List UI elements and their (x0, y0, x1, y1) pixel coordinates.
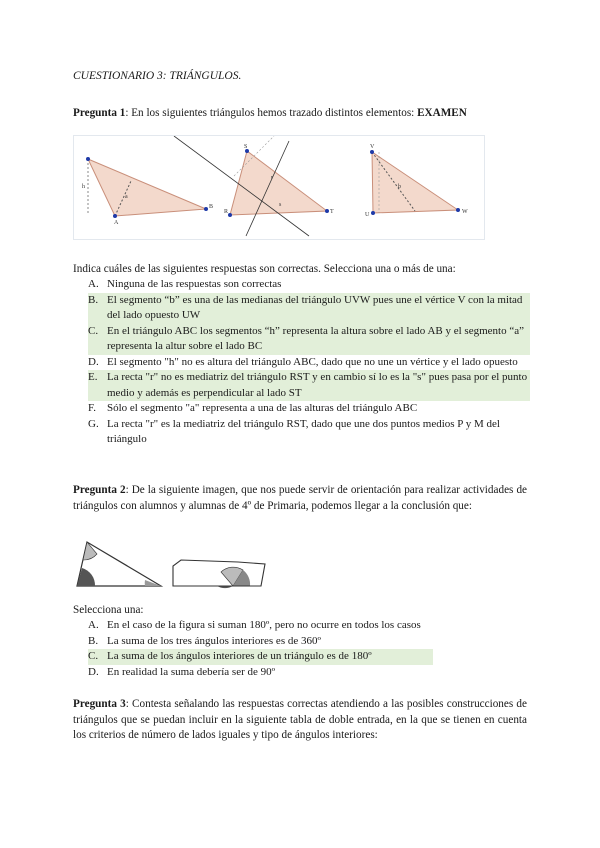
triangles-diagram (74, 136, 484, 239)
triangle-uvw (372, 152, 458, 213)
question-1-text: : En los siguientes triángulos hemos trazado distintos elementos: (125, 107, 418, 119)
question-1-label: Pregunta 1 (73, 107, 126, 119)
q1-option-f[interactable] (88, 401, 530, 417)
q1-option-b[interactable] (88, 293, 530, 324)
angles-figure (73, 538, 268, 593)
angle-top (83, 542, 97, 560)
option-text: Ninguna de las respuestas son correctas (107, 278, 282, 290)
label-t-vertex: T (330, 209, 334, 215)
q2-option-b[interactable] (88, 634, 530, 650)
option-letter: D. (88, 665, 99, 678)
triangle-abc (88, 159, 206, 216)
option-text: En el caso de la figura si suman 180º, pero no ocurre en todos los casos (107, 619, 421, 631)
label-line-r: r (271, 175, 273, 181)
page-title: CUESTIONARIO 3: TRIÁNGULOS. (73, 70, 242, 82)
point-t (325, 209, 329, 213)
question-2-instruction: Selecciona una: (73, 604, 144, 616)
option-text: En realidad la suma debería ser de 90º (107, 665, 276, 678)
point-c (86, 157, 90, 161)
option-text: La recta "r" no es mediatriz del triángulo RST y en cambio sí lo es la "s" pues pasa por el punto medio y además es perpendicular al lado ST (107, 371, 528, 399)
label-w-vertex: W (462, 209, 468, 215)
label-a: a (125, 194, 128, 200)
option-text: El segmento "h" no es altura del triángulo ABC, dado que no une un vértice y el lado opuesto (107, 355, 518, 368)
label-b: b (398, 184, 401, 190)
question-2-options (88, 618, 530, 680)
option-letter: B. (88, 293, 99, 306)
label-b-vertex: B (209, 204, 214, 210)
option-letter: F. (88, 402, 96, 414)
question-1-instruction: Indica cuáles de las siguientes respuestas son correctas. Selecciona una o más de una: (73, 263, 456, 275)
option-text: La suma de los tres ángulos interiores es de 360º (107, 634, 321, 647)
question-3-label: Pregunta 3 (73, 698, 126, 710)
question-3-text: : Contesta señalando las respuestas correctas atendiendo a las posibles construcciones de triángulos que se puedan incluir en la siguiente tabla de doble entrada, en la que se tienen en cuenta los criterios de número de lados iguales y tipo de ángulos interiores: (73, 698, 527, 741)
question-1-header (73, 106, 527, 122)
angle-left (77, 568, 95, 586)
q1-option-g[interactable] (88, 417, 530, 448)
angles-diagram (73, 538, 268, 593)
question-3-header (73, 697, 527, 744)
q2-option-a[interactable] (88, 618, 530, 634)
point-w (456, 208, 460, 212)
option-letter: C. (88, 650, 99, 662)
option-text: En el triángulo ABC los segmentos “h” representa la altura sobre el lado AB y el segmento “a” representa la altur sobre el lado BC (107, 324, 524, 352)
point-b (204, 207, 208, 211)
label-h: h (82, 184, 85, 190)
option-text: El segmento “b” es una de las medianas del triángulo UVW pues une el vértice V con la mitad del lado opuesto UW (107, 293, 523, 321)
option-text: Sólo el segmento "a" representa a una de las alturas del triángulo ABC (107, 402, 418, 414)
option-text: La suma de los ángulos interiores de un triángulo es de 180º (107, 650, 372, 662)
q1-option-c[interactable] (88, 324, 530, 355)
question-1-options (88, 277, 530, 448)
triangles-figure (73, 135, 485, 240)
question-2-label: Pregunta 2 (73, 484, 126, 496)
q1-option-d[interactable] (88, 355, 530, 371)
label-u-vertex: U (365, 212, 370, 218)
label-s-vertex: S (244, 144, 248, 150)
point-r (228, 213, 232, 217)
label-v-vertex: V (370, 144, 375, 150)
point-u (371, 211, 375, 215)
label-line-s: s (279, 202, 282, 208)
option-letter: G. (88, 417, 99, 430)
option-letter: B. (88, 634, 99, 647)
point-v (370, 150, 374, 154)
option-text: La recta "r" es la mediatriz del triángulo RST, dado que une dos puntos medios P y M del triángulo (107, 417, 500, 445)
label-r-vertex: R (224, 209, 229, 215)
question-2-header (73, 483, 527, 514)
point-a (113, 214, 117, 218)
option-letter: C. (88, 324, 99, 337)
q2-option-c[interactable] (88, 649, 433, 665)
option-letter: A. (88, 278, 99, 290)
question-2-text: : De la siguiente imagen, que nos puede servir de orientación para realizar actividades de triángulos con alumnos y alumnas de 4º de Primaria, podemos llegar a la conclusión que: (73, 484, 527, 512)
q1-option-a[interactable] (88, 277, 530, 293)
option-letter: E. (88, 371, 98, 383)
q2-option-d[interactable] (88, 665, 530, 681)
q1-option-e[interactable] (88, 370, 530, 401)
option-letter: D. (88, 355, 99, 368)
label-a-vertex: A (114, 220, 119, 226)
torn-pieces (173, 560, 265, 586)
exam-tag: EXAMEN (417, 107, 467, 119)
option-letter: A. (88, 619, 99, 631)
